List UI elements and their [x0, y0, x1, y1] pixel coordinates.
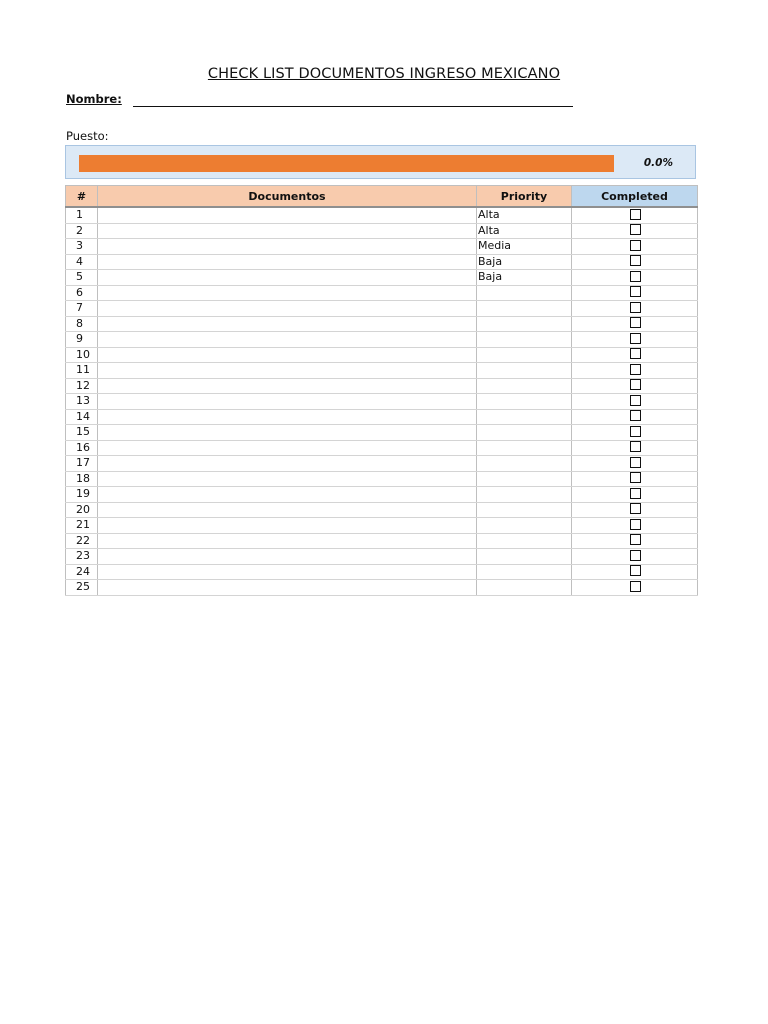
documento-cell[interactable]: [98, 270, 477, 286]
puesto-label: Puesto:: [66, 129, 109, 143]
documento-cell[interactable]: [98, 239, 477, 255]
documento-cell[interactable]: [98, 394, 477, 410]
nombre-label: Nombre:: [66, 92, 122, 106]
row-number: 25: [66, 580, 98, 596]
completed-checkbox[interactable]: [630, 286, 641, 297]
completed-cell: [572, 347, 698, 363]
documento-cell[interactable]: [98, 363, 477, 379]
completed-checkbox[interactable]: [630, 426, 641, 437]
row-number: 8: [66, 316, 98, 332]
row-number: 20: [66, 502, 98, 518]
table-row: [66, 207, 698, 223]
row-number: 24: [66, 564, 98, 580]
table-row: [66, 549, 698, 565]
table-row: [66, 440, 698, 456]
documento-cell[interactable]: [98, 502, 477, 518]
documento-cell[interactable]: [98, 440, 477, 456]
documento-cell[interactable]: [98, 378, 477, 394]
row-number: 1: [66, 207, 98, 223]
priority-cell[interactable]: Baja: [477, 254, 572, 270]
completed-cell: [572, 207, 698, 223]
documento-cell[interactable]: [98, 456, 477, 472]
completed-cell: [572, 285, 698, 301]
table-row: [66, 502, 698, 518]
row-number: 22: [66, 533, 98, 549]
progress-track: [79, 155, 614, 172]
table-header-row: [66, 186, 698, 208]
row-number: 3: [66, 239, 98, 255]
completed-checkbox[interactable]: [630, 317, 641, 328]
completed-cell: [572, 533, 698, 549]
completed-cell: [572, 332, 698, 348]
completed-cell: [572, 409, 698, 425]
priority-cell[interactable]: [477, 549, 572, 565]
page-title: CHECK LIST DOCUMENTOS INGRESO MEXICANO: [207, 66, 561, 82]
documento-cell[interactable]: [98, 564, 477, 580]
documento-cell[interactable]: [98, 533, 477, 549]
completed-cell: [572, 301, 698, 317]
priority-cell[interactable]: [477, 518, 572, 534]
completed-cell: [572, 425, 698, 441]
progress-panel: [65, 145, 696, 179]
header-completed: Completed: [572, 186, 698, 208]
table-row: [66, 378, 698, 394]
completed-checkbox[interactable]: [630, 271, 641, 282]
row-number: 21: [66, 518, 98, 534]
completed-checkbox[interactable]: [630, 240, 641, 251]
priority-cell[interactable]: [477, 347, 572, 363]
row-number: 23: [66, 549, 98, 565]
priority-cell[interactable]: [477, 533, 572, 549]
documento-cell[interactable]: [98, 332, 477, 348]
row-number: 14: [66, 409, 98, 425]
completed-checkbox[interactable]: [630, 224, 641, 235]
priority-cell[interactable]: [477, 456, 572, 472]
completed-cell: [572, 316, 698, 332]
completed-checkbox[interactable]: [630, 441, 641, 452]
completed-cell: [572, 564, 698, 580]
completed-cell: [572, 394, 698, 410]
table-row: [66, 270, 698, 286]
completed-checkbox[interactable]: [630, 550, 641, 561]
priority-cell[interactable]: [477, 316, 572, 332]
table-row: [66, 316, 698, 332]
table-row: [66, 301, 698, 317]
documento-cell[interactable]: [98, 471, 477, 487]
completed-cell: [572, 487, 698, 503]
row-number: 17: [66, 456, 98, 472]
table-row: [66, 394, 698, 410]
documento-cell[interactable]: [98, 223, 477, 239]
priority-cell[interactable]: [477, 332, 572, 348]
table-row: [66, 580, 698, 596]
documento-cell[interactable]: [98, 301, 477, 317]
table-row: [66, 239, 698, 255]
priority-cell[interactable]: [477, 471, 572, 487]
documento-cell[interactable]: [98, 487, 477, 503]
completed-cell: [572, 549, 698, 565]
documento-cell[interactable]: [98, 518, 477, 534]
completed-checkbox[interactable]: [630, 457, 641, 468]
completed-checkbox[interactable]: [630, 565, 641, 576]
priority-cell[interactable]: Alta: [477, 207, 572, 223]
table-row: [66, 347, 698, 363]
completed-checkbox[interactable]: [630, 488, 641, 499]
completed-cell: [572, 239, 698, 255]
priority-cell[interactable]: [477, 487, 572, 503]
priority-cell[interactable]: Alta: [477, 223, 572, 239]
completed-cell: [572, 518, 698, 534]
row-number: 11: [66, 363, 98, 379]
documento-cell[interactable]: [98, 425, 477, 441]
table-row: [66, 285, 698, 301]
priority-cell[interactable]: [477, 378, 572, 394]
completed-checkbox[interactable]: [630, 364, 641, 375]
completed-cell: [572, 440, 698, 456]
row-number: 18: [66, 471, 98, 487]
priority-cell[interactable]: [477, 285, 572, 301]
completed-checkbox[interactable]: [630, 581, 641, 592]
row-number: 15: [66, 425, 98, 441]
priority-cell[interactable]: [477, 425, 572, 441]
documento-cell[interactable]: [98, 409, 477, 425]
documento-cell[interactable]: [98, 285, 477, 301]
completed-cell: [572, 471, 698, 487]
table-row: [66, 223, 698, 239]
header-num: #: [66, 186, 98, 208]
row-number: 7: [66, 301, 98, 317]
completed-cell: [572, 223, 698, 239]
documento-cell[interactable]: [98, 549, 477, 565]
completed-checkbox[interactable]: [630, 333, 641, 344]
priority-cell[interactable]: [477, 564, 572, 580]
row-number: 12: [66, 378, 98, 394]
table-row: [66, 487, 698, 503]
completed-cell: [572, 378, 698, 394]
completed-checkbox[interactable]: [630, 410, 641, 421]
row-number: 16: [66, 440, 98, 456]
priority-cell[interactable]: [477, 363, 572, 379]
table-row: [66, 425, 698, 441]
completed-cell: [572, 254, 698, 270]
header-documentos: Documentos: [98, 186, 477, 208]
table-row: [66, 456, 698, 472]
nombre-input-line[interactable]: [133, 106, 573, 107]
table-row: [66, 518, 698, 534]
priority-cell[interactable]: [477, 502, 572, 518]
row-number: 4: [66, 254, 98, 270]
completed-checkbox[interactable]: [630, 503, 641, 514]
row-number: 2: [66, 223, 98, 239]
completed-checkbox[interactable]: [630, 472, 641, 483]
completed-checkbox[interactable]: [630, 209, 641, 220]
completed-cell: [572, 456, 698, 472]
row-number: 5: [66, 270, 98, 286]
completed-cell: [572, 270, 698, 286]
table-row: [66, 254, 698, 270]
row-number: 19: [66, 487, 98, 503]
priority-cell[interactable]: [477, 409, 572, 425]
row-number: 9: [66, 332, 98, 348]
header-priority: Priority: [477, 186, 572, 208]
table-row: [66, 332, 698, 348]
completed-checkbox[interactable]: [630, 534, 641, 545]
table-row: [66, 409, 698, 425]
completed-checkbox[interactable]: [630, 379, 641, 390]
priority-cell[interactable]: [477, 394, 572, 410]
completed-checkbox[interactable]: [630, 302, 641, 313]
completed-checkbox[interactable]: [630, 255, 641, 266]
row-number: 10: [66, 347, 98, 363]
completed-checkbox[interactable]: [630, 395, 641, 406]
table-row: [66, 363, 698, 379]
documento-cell[interactable]: [98, 254, 477, 270]
progress-percent: 0.0%: [643, 157, 673, 169]
progress-bar-fill: [79, 155, 614, 172]
table-row: [66, 533, 698, 549]
priority-cell[interactable]: [477, 580, 572, 596]
completed-cell: [572, 580, 698, 596]
documento-cell[interactable]: [98, 347, 477, 363]
completed-checkbox[interactable]: [630, 519, 641, 530]
priority-cell[interactable]: [477, 440, 572, 456]
completed-cell: [572, 363, 698, 379]
priority-cell[interactable]: Media: [477, 239, 572, 255]
table-row: [66, 564, 698, 580]
completed-cell: [572, 502, 698, 518]
checklist-table: [65, 185, 698, 596]
completed-checkbox[interactable]: [630, 348, 641, 359]
table-row: [66, 471, 698, 487]
row-number: 13: [66, 394, 98, 410]
row-number: 6: [66, 285, 98, 301]
priority-cell[interactable]: Baja: [477, 270, 572, 286]
documento-cell[interactable]: [98, 207, 477, 223]
documento-cell[interactable]: [98, 580, 477, 596]
documento-cell[interactable]: [98, 316, 477, 332]
priority-cell[interactable]: [477, 301, 572, 317]
